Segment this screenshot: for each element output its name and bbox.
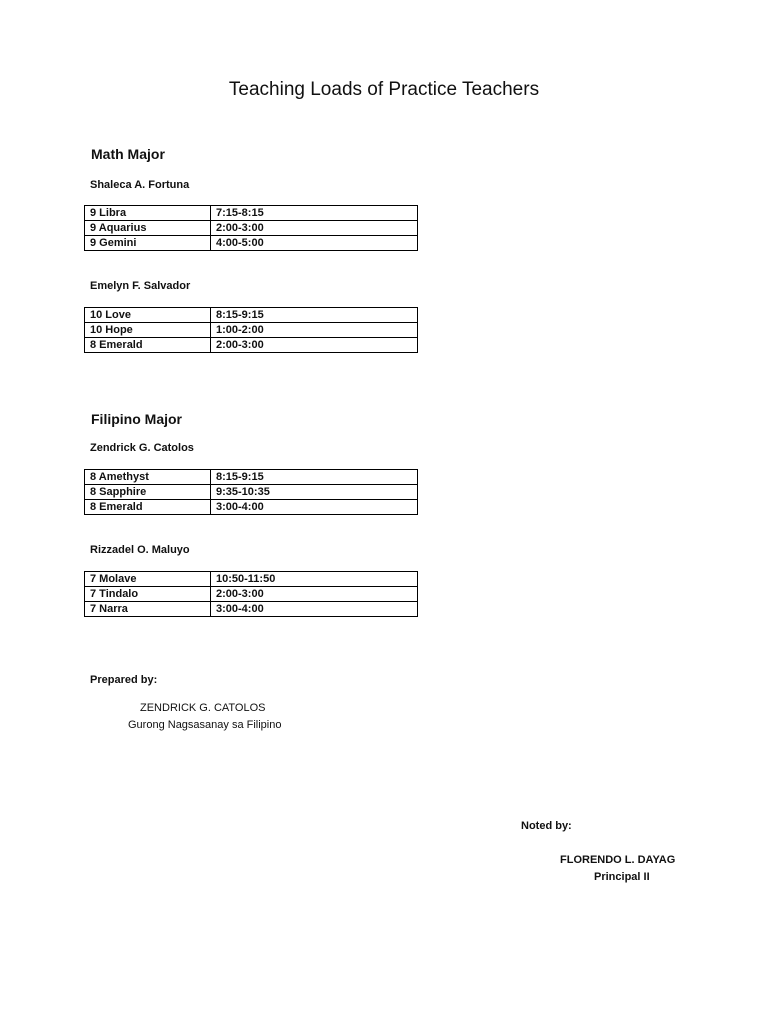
teacher-name: Zendrick G. Catolos	[90, 442, 194, 454]
schedule-table	[84, 307, 418, 353]
time-cell: 1:00-2:00	[211, 323, 418, 338]
schedule-table	[84, 205, 418, 251]
class-cell: 9 Libra	[85, 206, 211, 221]
schedule-table	[84, 469, 418, 515]
prepared-by-name: ZENDRICK G. CATOLOS	[140, 702, 266, 714]
time-cell: 7:15-8:15	[211, 206, 418, 221]
time-cell: 2:00-3:00	[211, 338, 418, 353]
table-row	[85, 323, 418, 338]
time-cell: 8:15-9:15	[211, 308, 418, 323]
class-cell: 8 Emerald	[85, 500, 211, 515]
table-row	[85, 308, 418, 323]
table-row	[85, 500, 418, 515]
time-cell: 3:00-4:00	[211, 500, 418, 515]
class-cell: 7 Tindalo	[85, 587, 211, 602]
class-cell: 10 Love	[85, 308, 211, 323]
time-cell: 10:50-11:50	[211, 572, 418, 587]
table-row	[85, 206, 418, 221]
class-cell: 9 Aquarius	[85, 221, 211, 236]
time-cell: 8:15-9:15	[211, 470, 418, 485]
teacher-name: Rizzadel O. Maluyo	[90, 544, 190, 556]
table-row	[85, 221, 418, 236]
prepared-by-position: Gurong Nagsasanay sa Filipino	[128, 719, 282, 731]
table-row	[85, 572, 418, 587]
class-cell: 7 Molave	[85, 572, 211, 587]
table-row	[85, 602, 418, 617]
time-cell: 2:00-3:00	[211, 221, 418, 236]
table-row	[85, 338, 418, 353]
table-row	[85, 470, 418, 485]
time-cell: 9:35-10:35	[211, 485, 418, 500]
section-heading-filipino: Filipino Major	[91, 411, 182, 427]
table-row	[85, 236, 418, 251]
noted-by-label: Noted by:	[521, 820, 572, 832]
schedule-table	[84, 571, 418, 617]
class-cell: 8 Emerald	[85, 338, 211, 353]
page-title: Teaching Loads of Practice Teachers	[228, 79, 540, 100]
prepared-by-label: Prepared by:	[90, 674, 158, 686]
teacher-name: Shaleca A. Fortuna	[90, 179, 190, 191]
time-cell: 2:00-3:00	[211, 587, 418, 602]
teacher-name: Emelyn F. Salvador	[90, 280, 191, 292]
time-cell: 3:00-4:00	[211, 602, 418, 617]
table-row	[85, 587, 418, 602]
noted-by-name: FLORENDO L. DAYAG	[560, 854, 676, 866]
class-cell: 8 Amethyst	[85, 470, 211, 485]
class-cell: 7 Narra	[85, 602, 211, 617]
class-cell: 9 Gemini	[85, 236, 211, 251]
class-cell: 10 Hope	[85, 323, 211, 338]
noted-by-position: Principal II	[594, 871, 650, 883]
section-heading-math: Math Major	[91, 146, 165, 162]
time-cell: 4:00-5:00	[211, 236, 418, 251]
table-row	[85, 485, 418, 500]
class-cell: 8 Sapphire	[85, 485, 211, 500]
